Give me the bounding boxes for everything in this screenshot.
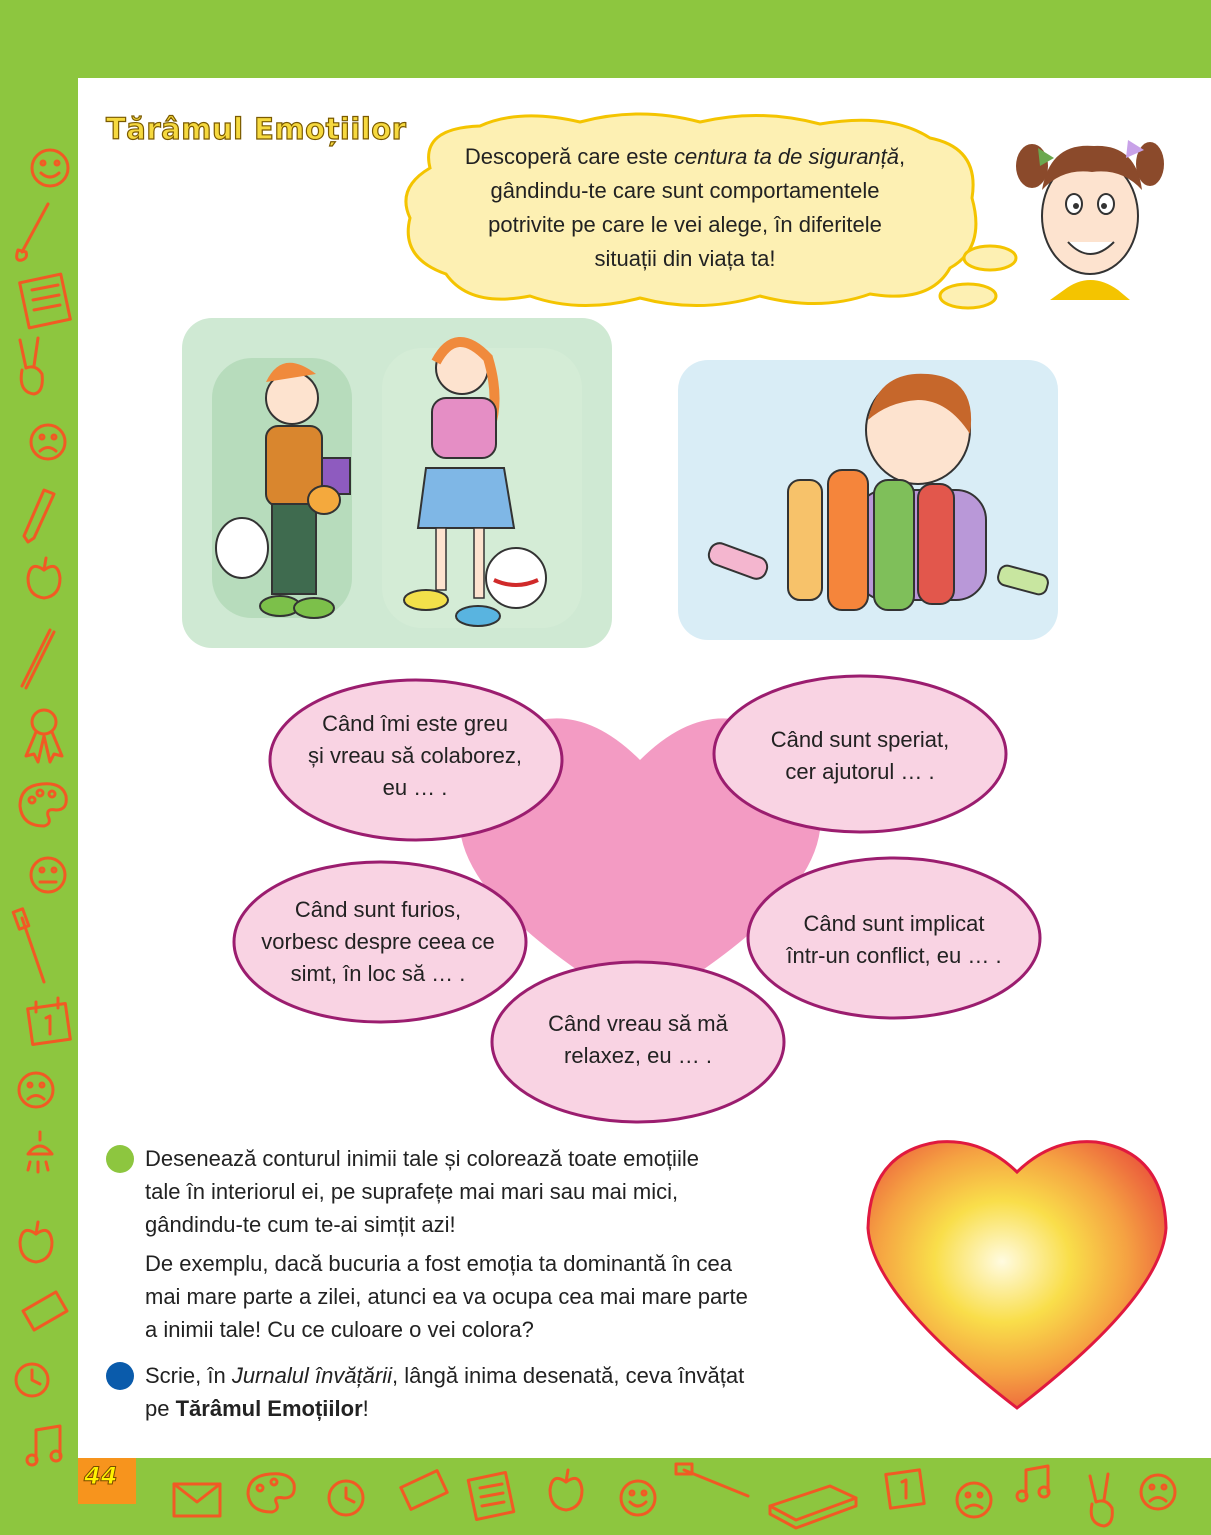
medal-icon	[26, 710, 62, 762]
sad-face-icon	[1141, 1475, 1175, 1509]
peace-hand-icon	[20, 338, 42, 394]
smiley-icon	[32, 150, 68, 186]
calendar-icon	[28, 998, 71, 1044]
apple-icon	[550, 1470, 582, 1510]
music-note-icon	[27, 1426, 61, 1465]
page-title: Tărâmul Emoțiilor	[106, 112, 407, 146]
bubble-text-conflict: Când sunt implicat într-un conflict, eu … .	[786, 911, 1002, 968]
task1-text: Desenează conturul inimii tale și colorează toate emoțiile tale în interiorul ei, pe suprafețe mai mari sau mai mici, gândindu-te cum te-ai simțit azi! De exemplu, dacă bucuria a fost emoția ta dominantă în cea mai mare parte a zilei, atunci ea va ocupa cea mai mare parte a inimii tale! Cu ce culoare o vei colora?	[145, 1146, 748, 1342]
page-number-tab	[78, 1458, 136, 1504]
neutral-face-icon	[31, 858, 65, 892]
task2-text: Scrie, în Jurnalul învățării, lângă inima desenată, ceva învățat pe Tărâmul Emoțiilor!	[145, 1363, 745, 1421]
pencil-icon	[24, 490, 54, 542]
palette-icon	[20, 784, 66, 826]
watercolor-heart-illustration	[862, 1136, 1172, 1416]
bubble-text-collaborate: Când îmi este greu și vreau să colaborez, eu … .	[308, 711, 522, 800]
intro-text: Descoperă care este centura ta de siguranță, gândindu-te care sunt comportamentele potrivite pe care le vei alege, în diferitele situații din viața ta!	[464, 144, 906, 271]
side-icon-strip	[0, 130, 78, 1470]
task2-bullet	[106, 1362, 134, 1390]
notebook-icon	[468, 1472, 513, 1519]
boy-recycling-bottles-illustration	[678, 360, 1058, 640]
bottom-icon-strip	[150, 1462, 1210, 1532]
toothbrush-icon	[676, 1464, 748, 1496]
bubble-text-angry: Când sunt furios, vorbesc despre ceea ce simt, în loc să … .	[261, 897, 495, 986]
palette-icon	[248, 1474, 294, 1512]
girl-character-illustration	[1010, 120, 1170, 300]
kids-with-dogs-illustration	[182, 318, 612, 648]
sad-face-icon	[957, 1483, 991, 1517]
book-icon	[770, 1486, 856, 1528]
brush-icon	[17, 204, 48, 260]
apple-icon	[20, 1222, 52, 1262]
apple-icon	[28, 558, 60, 598]
smiley-icon	[621, 1481, 655, 1515]
clock-icon	[329, 1481, 363, 1515]
envelope-icon	[174, 1484, 220, 1516]
pen-icon	[22, 630, 54, 688]
clock-icon	[16, 1364, 48, 1396]
page-number: 44	[84, 1462, 118, 1490]
bubble-text-scared: Când sunt speriat, cer ajutorul … .	[770, 727, 950, 784]
calendar-icon	[886, 1470, 924, 1508]
shower-icon	[28, 1132, 52, 1172]
bubble-text-relax: Când vreau să mă relaxez, eu … .	[548, 1011, 728, 1068]
sad-face-icon	[31, 425, 65, 459]
notebook-icon	[20, 274, 71, 328]
toothbrush-icon	[13, 909, 44, 982]
music-note-icon	[1017, 1466, 1049, 1501]
ticket-icon	[401, 1471, 447, 1510]
task1-bullet	[106, 1145, 134, 1173]
ticket-icon	[23, 1292, 67, 1330]
peace-hand-icon	[1090, 1474, 1112, 1526]
sad-face-icon	[19, 1073, 53, 1107]
